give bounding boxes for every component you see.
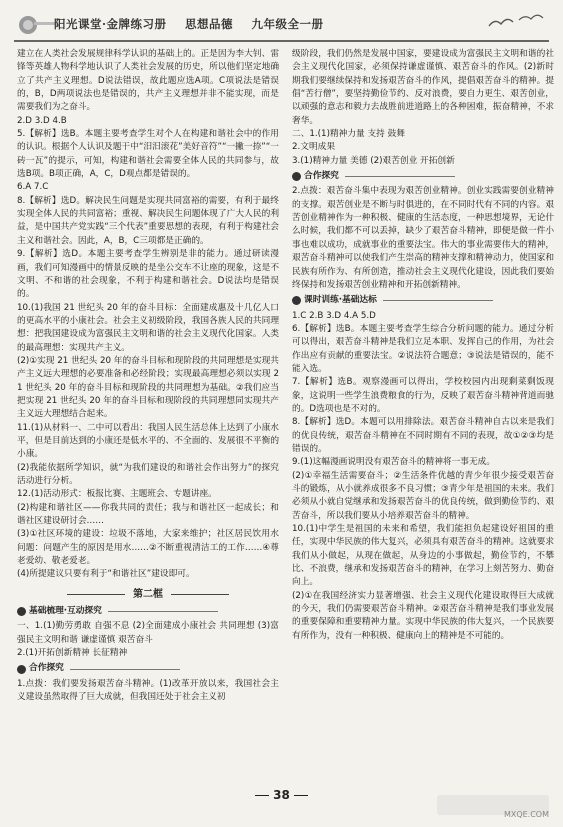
answer-paragraph: 12.(1)活动形式：板报比赛、主题班会、专题讲座。 [17, 489, 217, 500]
watermark-text: MXQE.COM [503, 810, 549, 819]
answer-paragraph: 1.C 2.B 3.D 4.A 5.D [292, 310, 376, 321]
answer-paragraph: 2.文明成果 [292, 142, 336, 153]
answer-paragraph: 1.点拨：我们要发扬艰苦奋斗精神。(1)改革开放以来，我国社会主义建设虽然取得了巨大成就，但我国还处于社会主义初 [17, 678, 279, 703]
answer-paragraph: 6.A 7.C [17, 182, 49, 193]
answer-paragraph: 一、1.(1)勤劳勇敢 自强不息 (2)全面建成小康社会 共同理想 (3)富强民主文明和谐 谦虚谨慎 艰苦奋斗 [17, 621, 279, 645]
answer-paragraph: (2)我能依据所学知识，就“为我们建设的和谐社会作出努力”的探究活动进行分析。 [17, 462, 279, 486]
series-name: 阳光课堂·金牌练习册 [54, 17, 167, 31]
answer-paragraph: 7.【解析】选B。观察漫画可以得出，学校校园内出现剩菜剩饭现象，这说明一些学生浪费粮食的行为，反映了艰苦奋斗精神背道而驰的。D选项也是不对的。 [292, 377, 554, 414]
section-title: 第二框 [17, 588, 279, 601]
answer-paragraph: 3.(1)精神力量 美德 (2)艰苦创业 开拓创新 [292, 155, 455, 166]
subsection-heading: 课时训练·基础达标 [292, 294, 554, 307]
answer-paragraph: (2)①幸福生活需要奋斗；②生活条件优越的青少年很少接受艰苦奋斗的锻炼，从小就养成很多不良习惯；③青少年是祖国的未来。我们必须从小就自觉继承和发扬艰苦奋斗的优良传统，做到勤俭节约、艰苦奋斗，所以我们要从小培养艰苦奋斗的精神。 [292, 470, 554, 521]
bullet-icon [17, 665, 26, 674]
page-number: 38 [0, 788, 563, 802]
grade-name: 九年级全一册 [251, 17, 324, 31]
answer-paragraph: 6.【解析】选B。本题主要考查学生综合分析问题的能力。通过分析可以得出，艰苦奋斗精神是我们立足本职、发挥自己的作用，为社会作出应有贡献的重要法宝。②说法符合题意；③说法是错误的，能不能入选。 [292, 323, 554, 374]
subject-name: 思想品德 [185, 17, 234, 31]
answer-paragraph: 8.【解析】选D。解决民生问题是实现共同富裕的需要，有利于最终实现全体人民的共同富裕；重视、解决民生问题体现了广大人民的利益，是中国共产党实践“三个代表”重要思想的表现，有利于构建社会主义和谐社会。因此，A，B，C三项都是正确的。 [17, 195, 279, 246]
header-rule [14, 40, 549, 42]
answer-paragraph: (3)①社区环境的建设：垃圾不落地，大家来维护；社区居民饮用水问题：问题产生的原因是用水……②不断重视清洁工的工作……④尊老爱幼、敬老爱老。 [17, 529, 279, 567]
subsection-heading: 合作探究 [17, 662, 279, 675]
answer-paragraph: (4)所提建议只要有利于“和谐社区”建设即可。 [17, 569, 195, 580]
bullet-icon [292, 296, 301, 305]
answer-paragraph: 级阶段，我们仍然是发展中国家，要建设成为富强民主文明和谐的社会主义现代化国家，必须保持谦虚谨慎、艰苦奋斗的作风。(2)新时期我们要继续保持和发扬艰苦奋斗的作风，提倡艰苦奋斗的精神。提倡“苦行僧”，要坚持勤俭节约、反对浪费，要自力更生、艰苦创业，以顽强的意志和毅力去战胜前进道路上的各种困难，振奋精神，不求奢华。 [292, 49, 554, 126]
bird-decoration-icon [479, 10, 549, 34]
answer-paragraph: 9.【解析】选D。本题主要考查学生辨别是非的能力。通过研读漫画，我们可知漫画中的情景反映的是坐公交车不让座的现象，这是不文明、不和谐的社会现象，不利于构建和谐社会。D说法均是错误的。 [17, 249, 279, 300]
answer-paragraph: (2)①实现 21 世纪头 20 年的奋斗目标和现阶段的共同理想是实现共产主义远大理想的必要准备和必经阶段；实现最高理想必须以实现 21 世纪头 20 年的奋斗目标和现阶段的共同理想为基础。②我们应当把实现 21 世纪头 20 年的奋斗目标和现阶段的共同理想同实现共产主义远大理想结合起来。 [17, 355, 279, 420]
header-title [54, 16, 338, 32]
bullet-icon [17, 607, 26, 616]
answer-paragraph: 二、1.(1)精神力量 支持 鼓舞 [292, 129, 405, 140]
subsection-heading: 合作探究 [292, 170, 554, 183]
answer-paragraph: (2)①在我国经济实力显著增强、社会主义现代化建设取得巨大成就的今天，我们仍需要艰苦奋斗精神。②艰苦奋斗精神是我们事业发展的重要保障和重要精神力量。实现中华民族的伟大复兴，一个民族要有所作为，没有一种积极、健康向上的精神是不可能的。 [292, 590, 554, 641]
answer-paragraph: 2.点拨：艰苦奋斗集中表现为艰苦创业精神。创业实践需要创业精神的支撑。艰苦创业是不断与时俱进的，在不同时代有不同的内容。艰苦创业精神作为一种积极、健康的生活态度，一种思想境界，无论什么时候，我们都不可以丢掉，缺少了艰苦奋斗精神，即便是做一件小事也难以成功，成就事业的重要法宝。伟大的事业需要伟大的精神，艰苦奋斗精神可以使我们产生崇高的精神支撑和精神动力，使国家和民族有所作为、有所创造，推动社会主义现代化建设，因此我们要始终保持和发扬艰苦创业精神和开拓创新精神。 [292, 186, 554, 290]
right-column [292, 48, 554, 643]
bullet-icon [292, 172, 301, 181]
answer-paragraph: 2.(1)开拓创新精神 长征精神 [17, 648, 128, 659]
answer-paragraph: 10.(1)我国 21 世纪头 20 年的奋斗目标：全面建成惠及十几亿人口的更高水平的小康社会。社会主义初级阶段，我国各族人民的共同理想：把我国建设成为富强民主文明和谐的社会主义现代化国家。人类的最高理想：实现共产主义。 [17, 302, 279, 353]
answer-paragraph: 11.(1)从材料一、二中可以看出：我国人民生活总体上达到了小康水平，但是目前达到的小康还是低水平的、不全面的、发展很不平衡的小康。 [17, 422, 279, 460]
answer-paragraph: 5.【解析】选B。本题主要考查学生对个人在构建和谐社会中的作用的认识。根据个人认识及题干中“汨汨滚花”美好音符”“一撇一捺”“一砖一瓦”的提示，可知，构建和谐社会需要全体人民的共同参与，故选B项。B项正确，A，C，D观点都是错误的。 [17, 129, 279, 180]
answer-paragraph: 建立在人类社会发展规律科学认识的基础上的。正是因为李大钊、雷锋等英雄人物科学地认识了人类社会发展的历史，所以他们坚定地确立了共产主义理想。D说法错误，故此题应选A项。C项说法是错误的，B，D两项说法也是错误的，共产主义理想并非不能实现，而是需要我们为之奋斗。 [17, 49, 279, 113]
answer-paragraph: (2)构建和谐社区——你我共同的责任；我与和谐社区一起成长；和谐社区建设研讨会…… [17, 502, 279, 527]
page-header [14, 10, 549, 38]
answer-paragraph: 9.(1)这幅漫画说明没有艰苦奋斗的精神将一事无成。 [292, 457, 496, 468]
left-column [17, 48, 279, 705]
answer-paragraph: 10.(1)中学生是祖国的未来和希望，我们能担负起建设好祖国的重任，实现中华民族的伟大复兴，必须具有艰苦奋斗的精神。这就要求我们从小做起，从现在做起，从身边的小事做起，勤俭节约，不攀比、不浪费，继承和发扬艰苦奋斗的精神，在学习上刻苦努力、勤奋向上。 [292, 524, 554, 588]
subsection-heading: 基础梳理·互动探究 [17, 605, 279, 618]
answer-paragraph: 2.D 3.D 4.B [17, 115, 67, 126]
answer-paragraph: 8.【解析】选D。本题可以用排除法。艰苦奋斗精神自古以来是我们的优良传统，艰苦奋斗精神在不同时期有不同的表现，故①②③均是错误的。 [292, 417, 554, 454]
